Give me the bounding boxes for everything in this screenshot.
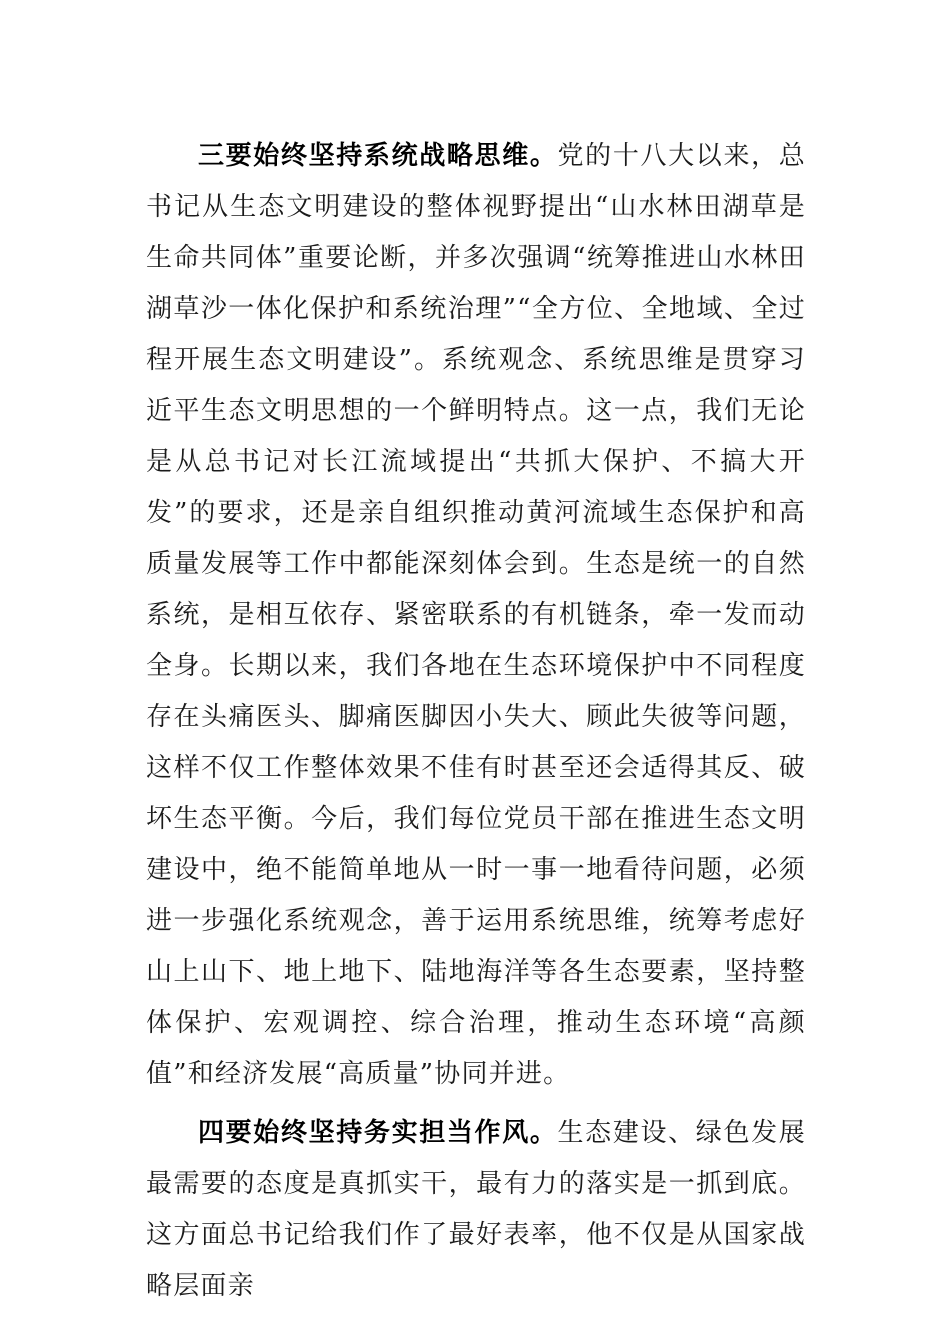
paragraph-pragmatic-style	[146, 1108, 806, 1312]
paragraph-heading: 四要始终坚持务实担当作风。	[198, 1118, 558, 1148]
paragraph-text: 党的十八大以来，总书记从生态文明建设的整体视野提出“山水林田湖草是生命共同体”重要论断，并多次强调“统筹推进山水林田湖草沙一体化保护和系统治理”“全方位、全地域、全过程开展生态文明建设”。系统观念、系统思维是贯穿习近平生态文明思想的一个鲜明特点。这一点，我们无论是从总书记对长江流域提出“共抓大保护、不搞大开发”的要求，还是亲自组织推动黄河流域生态保护和高质量发展等工作中都能深刻体会到。生态是统一的自然系统，是相互依存、紧密联系的有机链条，牵一发而动全身。长期以来，我们各地在生态环境保护中不同程度存在头痛医头、脚痛医脚因小失大、顾此失彼等问题，这样不仅工作整体效果不佳有时甚至还会适得其反、破坏生态平衡。今后，我们每位党员干部在推进生态文明建设中，绝不能简单地从一时一事一地看待问题，必须进一步强化系统观念，善于运用系统思维，统筹考虑好山上山下、地上地下、陆地海洋等各生态要素，坚持整体保护、宏观调控、综合治理，推动生态环境“高颜值”和经济发展“高质量”协同并进。	[146, 141, 806, 1089]
paragraph-heading: 三要始终坚持系统战略思维。	[198, 141, 558, 171]
document-body	[146, 131, 806, 1312]
paragraph-system-thinking	[146, 131, 806, 1100]
paragraph-text: 生态建设、绿色发展最需要的态度是真抓实干，最有力的落实是一抓到底。这方面总书记给我们作了最好表率，他不仅是从国家战略层面亲	[146, 1118, 806, 1301]
